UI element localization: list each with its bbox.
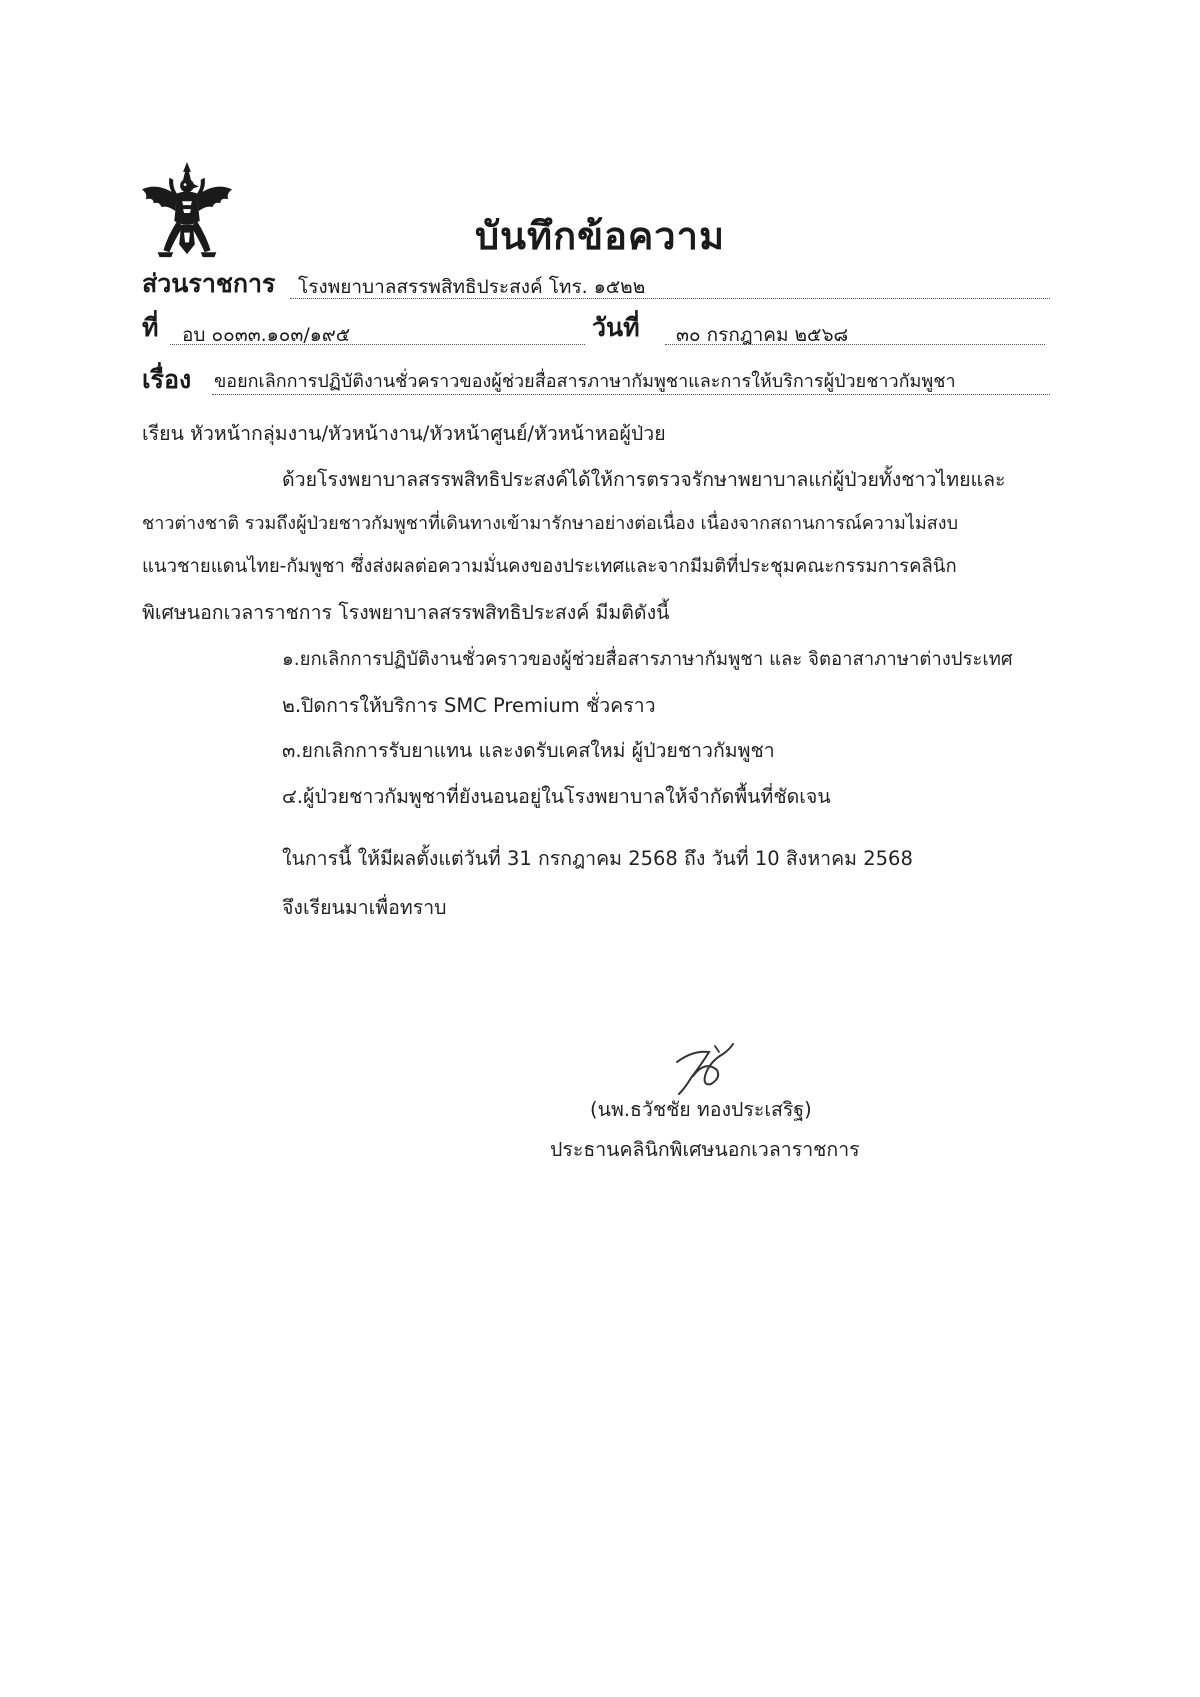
- list-item: ๑.ยกเลิกการปฏิบัติงานชั่วคราวของผู้ช่วยสื่อสารภาษากัมพูชา และ จิตอาสาภาษาต่างประเทศ: [282, 649, 1013, 670]
- subject-label: เรื่อง: [142, 365, 192, 394]
- paragraph-line: แนวชายแดนไทย-กัมพูชา ซึ่งส่งผลต่อความมั่นคงของประเทศและจากมีมติที่ประชุมคณะกรรมการคลินิก: [142, 556, 957, 577]
- signatory-name: (นพ.ธวัชชัย ทองประเสริฐ): [590, 1098, 812, 1121]
- subject-value: ขอยกเลิกการปฏิบัติงานชั่วคราวของผู้ช่วยสื่อสารภาษากัมพูชาและการให้บริการผู้ป่วยชาวกัมพูชา: [214, 371, 956, 392]
- effective-period: ในการนี้ ให้มีผลตั้งแต่วันที่ 31 กรกฎาคม 2568 ถึง วันที่ 10 สิงหาคม 2568: [282, 847, 913, 870]
- date-label: วันที่: [592, 313, 640, 342]
- paragraph-line: ด้วยโรงพยาบาลสรรพสิทธิประสงค์ได้ให้การตรวจรักษาพยาบาลแก่ผู้ป่วยทั้งชาวไทยและ: [282, 468, 1006, 491]
- reference-label: ที่: [142, 313, 159, 342]
- handwritten-signature: [665, 1040, 745, 1100]
- department-value: โรงพยาบาลสรรพสิทธิประสงค์ โทร. ๑๕๒๒: [298, 276, 646, 298]
- closing-text: จึงเรียนมาเพื่อทราบ: [282, 896, 447, 919]
- salutation: เรียน หัวหน้ากลุ่มงาน/หัวหน้างาน/หัวหน้าศูนย์/หัวหน้าหอผู้ป่วย: [142, 422, 666, 445]
- paragraph-line: พิเศษนอกเวลาราชการ โรงพยาบาลสรรพสิทธิประสงค์ มีมติดังนี้: [142, 601, 670, 624]
- list-item: ๔.ผู้ป่วยชาวกัมพูชาที่ยังนอนอยู่ในโรงพยาบาลให้จำกัดพื้นที่ชัดเจน: [282, 785, 831, 808]
- reference-value: อบ ๐๐๓๓.๑๐๓/๑๙๕: [182, 324, 351, 346]
- signatory-position: ประธานคลินิกพิเศษนอกเวลาราชการ: [550, 1138, 860, 1161]
- list-item: ๒.ปิดการให้บริการ SMC Premium ชั่วคราว: [282, 694, 656, 717]
- department-label: ส่วนราชการ: [142, 269, 276, 298]
- memo-title: บันทึกข้อความ: [474, 214, 726, 258]
- date-value: ๓๐ กรกฎาคม ๒๕๖๘: [676, 324, 849, 346]
- paragraph-line: ชาวต่างชาติ รวมถึงผู้ป่วยชาวกัมพูชาที่เดินทางเข้ามารักษาอย่างต่อเนื่อง เนื่องจากสถานการณ์ความไม่สงบ: [142, 513, 958, 534]
- list-item: ๓.ยกเลิกการรับยาแทน และงดรับเคสใหม่ ผู้ป่วยชาวกัมพูชา: [282, 739, 775, 762]
